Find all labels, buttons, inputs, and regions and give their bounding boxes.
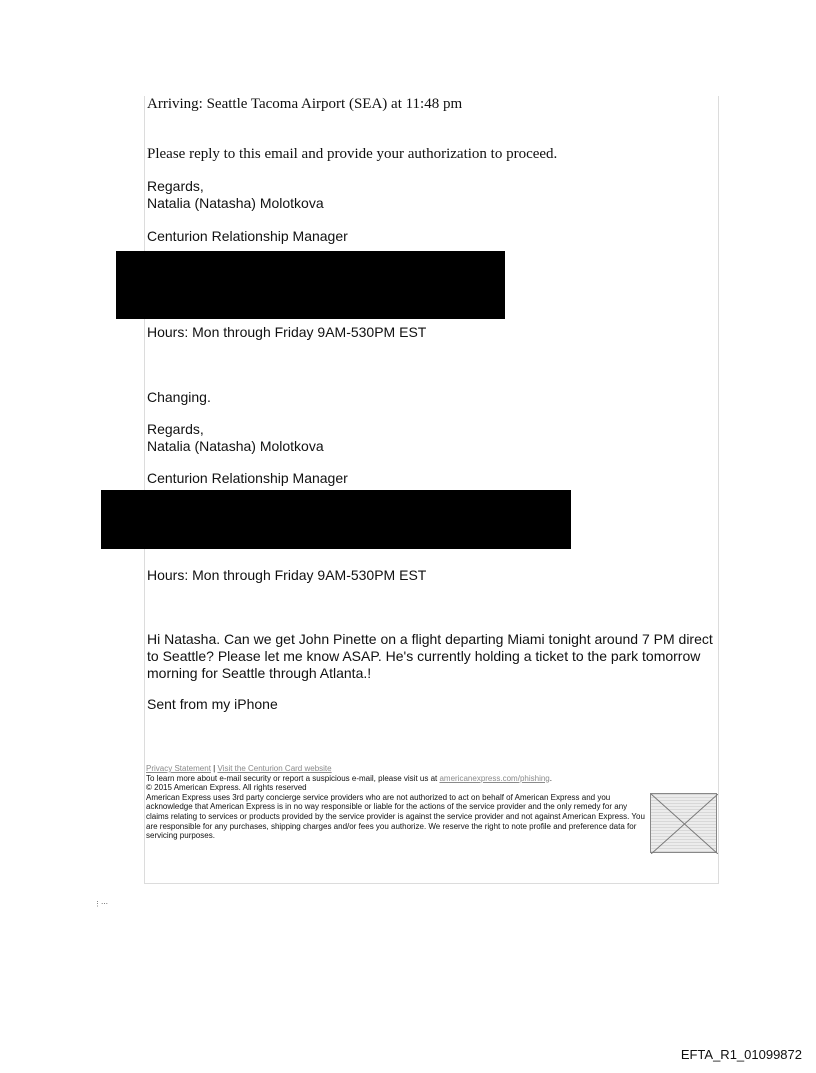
sender-name: Natalia (Natasha) Molotkova <box>147 438 324 454</box>
regards-label: Regards, <box>147 178 204 194</box>
original-message-body: Hi Natasha. Can we get John Pinette on a flight departing Miami tonight around 7 PM direct to Seattle? Please let me know ASAP. He's currently holding a ticket to the park tomorrow morning for Seattle through Atlanta.! <box>147 631 713 681</box>
privacy-statement-link[interactable]: Privacy Statement <box>146 764 211 773</box>
copyright-text: © 2015 American Express. All rights reserved <box>146 783 307 793</box>
sender-title: Centurion Relationship Manager <box>147 228 348 244</box>
authorization-request: Please reply to this email and provide your authorization to proceed. <box>147 146 558 162</box>
broken-image-icon <box>650 793 717 853</box>
email-footer: Privacy Statement | Visit the Centurion Card website To learn more about e-mail security or report a suspicious e-mail, please visit us at americanexpress.com/phishing. © 2015 American Express. All rights reserved American Express uses 3rd party concierge service providers who are not authorized to act on behalf of American Express and you acknowledge that American Express is in no way responsible or liable for the actions of the service provider and the only remedy for any claims relating to services or products provided by the service provider is against the service provider and not against American Express. You are responsible for any purchases, shipping charges and/or fees you authorize. We reserve the right to note profile and preference data for servicing purposes. <box>146 764 645 841</box>
scan-mark: ⋮⋯ <box>94 901 108 908</box>
reply-message: Changing. <box>147 389 211 405</box>
disclaimer-text: American Express uses 3rd party concierge service providers who are not authorized to act on behalf of American Express and you acknowledge that American Express is in no way responsible or liable for the actions of the service provider and the only remedy for any claims relating to services or products provided by the service provider is against the service provider and not against American Express. You are responsible for any purchases, shipping charges and/or fees you authorize. We reserve the right to note profile and preference data for servicing purposes. <box>146 792 645 841</box>
sender-title: Centurion Relationship Manager <box>147 470 348 486</box>
iphone-signature: Sent from my iPhone <box>147 696 278 712</box>
link-separator: | <box>213 764 216 773</box>
redaction-block <box>116 251 505 319</box>
hours-line: Hours: Mon through Friday 9AM-530PM EST <box>147 567 427 583</box>
security-text: To learn more about e-mail security or report a suspicious e-mail, please visit us at <box>146 773 438 783</box>
phishing-link[interactable]: americanexpress.com/phishing <box>439 773 550 783</box>
arriving-line: Arriving: Seattle Tacoma Airport (SEA) at 11:48 pm <box>147 96 463 112</box>
redaction-block <box>101 490 571 549</box>
regards-label: Regards, <box>147 421 204 437</box>
document-id: EFTA_R1_01099872 <box>680 1047 802 1062</box>
hours-line: Hours: Mon through Friday 9AM-530PM EST <box>147 324 427 340</box>
sender-name: Natalia (Natasha) Molotkova <box>147 195 324 211</box>
centurion-website-link[interactable]: Visit the Centurion Card website <box>217 764 332 773</box>
